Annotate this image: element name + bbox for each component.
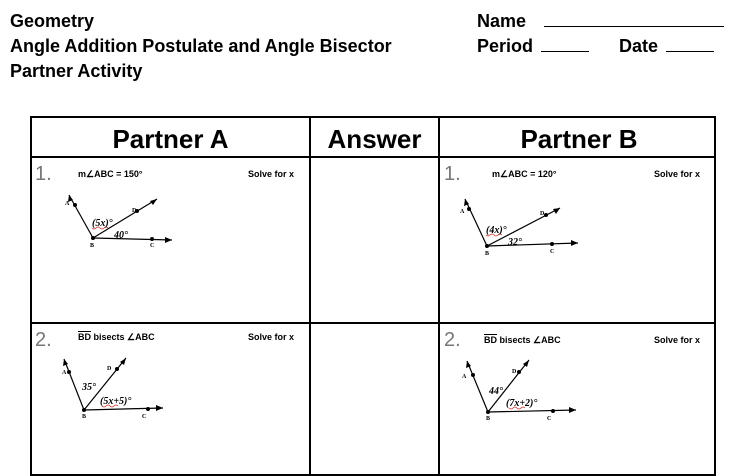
angle-figure [458, 356, 598, 422]
worksheet-subtitle: Partner Activity [10, 61, 143, 81]
point-d-label: D [540, 211, 545, 217]
point-b-label: B [82, 414, 87, 420]
problem-number: 2. [35, 329, 52, 351]
point-a-label: A [65, 201, 70, 207]
problem-number: 2. [444, 329, 461, 351]
point-b-label: B [486, 416, 491, 422]
given-statement: $\overline{BD}$ bisects ∠ABC [78, 332, 155, 342]
column-divider [309, 118, 311, 474]
column-divider [438, 118, 440, 474]
angle-expression: (5x+5)° [100, 396, 132, 407]
angle-measure: 40° [114, 230, 128, 241]
instruction: Solve for x [654, 169, 701, 179]
point-b-label: B [90, 243, 95, 249]
column-header-answer: Answer [327, 124, 422, 154]
point-c-label: C [142, 414, 147, 420]
point-c-label: C [150, 243, 155, 249]
point-c-label: C [550, 249, 555, 255]
ray-bd: $\overline{BD}$ [484, 335, 497, 345]
point-d-label: D [107, 366, 112, 372]
period-date-row [477, 34, 747, 59]
angle-expression: (5x)° [92, 218, 113, 229]
point-c-label: C [547, 416, 552, 422]
name-label: Name [477, 11, 527, 31]
header-divider [32, 156, 714, 158]
partner-table [30, 116, 716, 476]
given-statement: m∠ABC = 120° [492, 169, 557, 179]
period-field[interactable] [541, 37, 589, 52]
name-field[interactable] [544, 12, 724, 27]
point-d-label: D [512, 369, 517, 375]
instruction: Solve for x [248, 332, 295, 342]
row-divider [32, 322, 714, 324]
ray-bd: $\overline{BD}$ [78, 332, 91, 342]
name-row [477, 9, 747, 34]
column-header-partner-b: Partner B [520, 124, 638, 154]
instruction: Solve for x [654, 335, 701, 345]
worksheet-header [10, 9, 392, 84]
point-a-label: A [462, 374, 467, 380]
point-a-label: A [460, 209, 465, 215]
answer-cell-2[interactable] [312, 325, 436, 475]
column-header-partner-a: Partner A [112, 124, 229, 154]
given-statement: m∠ABC = 150° [78, 169, 143, 179]
angle-expression: (7x+2)° [506, 398, 538, 409]
instruction: Solve for x [248, 169, 295, 179]
student-info [477, 9, 747, 59]
date-field[interactable] [666, 37, 714, 52]
problem-number: 1. [35, 163, 52, 185]
answer-cell-1[interactable] [312, 159, 436, 321]
date-label: Date [619, 36, 659, 56]
angle-figure [456, 193, 586, 258]
subject-title: Geometry [10, 11, 95, 31]
angle-measure: 35° [82, 382, 96, 393]
angle-measure: 32° [508, 237, 522, 248]
angle-figure [60, 354, 200, 420]
point-d-label: D [132, 208, 137, 214]
problem-number: 1. [444, 163, 461, 185]
given-statement: $\overline{BD}$ bisects ∠ABC [484, 335, 561, 345]
point-a-label: A [62, 370, 67, 376]
worksheet-title: Angle Addition Postulate and Angle Bisector [10, 36, 392, 56]
angle-expression: (4x)° [486, 225, 507, 236]
angle-figure [60, 190, 190, 250]
angle-measure: 44° [489, 386, 503, 397]
period-label: Period [477, 36, 534, 56]
point-b-label: B [485, 251, 490, 257]
